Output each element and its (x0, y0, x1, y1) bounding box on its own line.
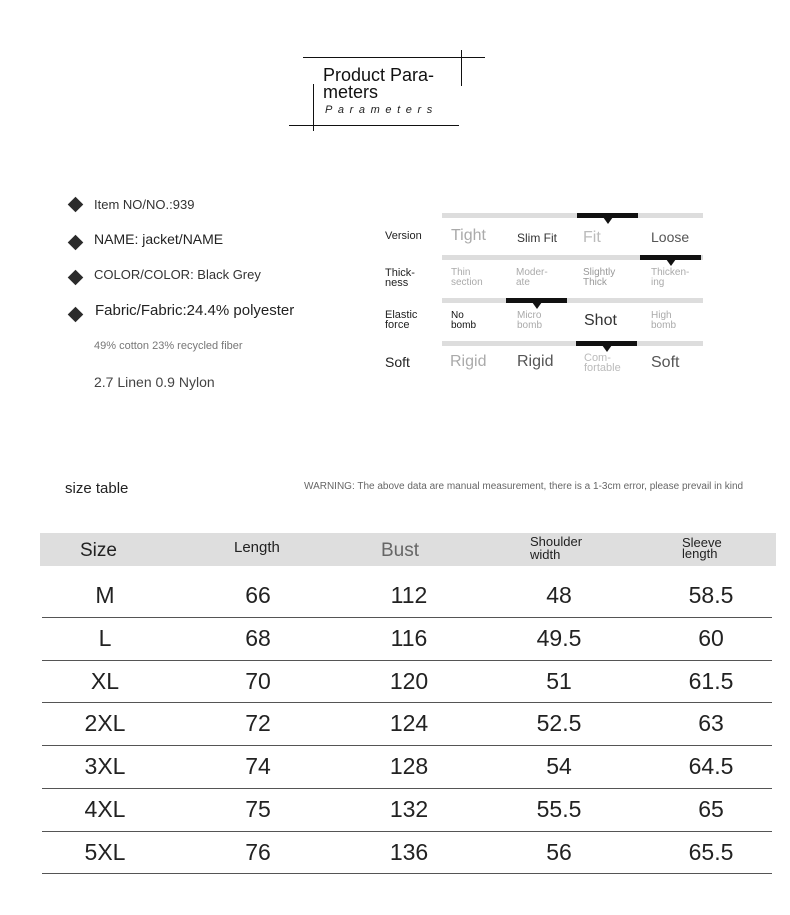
cell-length: 68 (245, 624, 271, 651)
scale-bar-elastic (442, 298, 703, 303)
size-table-heading: size table (65, 480, 129, 497)
cell-bust: 124 (389, 710, 429, 737)
column-header-sleeve-length: Sleeve length (682, 535, 722, 561)
measurement-warning: WARNING: The above data are manual measurement, there is a 1-3cm error, please prevail in kind (304, 481, 744, 492)
cell-shoulder-width: 48 (546, 582, 572, 608)
attr-label-soft: Soft (385, 354, 410, 370)
row-divider (42, 873, 772, 874)
option-slightly-thick: Slightly Thick (583, 267, 616, 288)
option-comfortable: Com- fortable (584, 352, 621, 374)
cell-sleeve-length: 65.5 (688, 838, 734, 865)
item-fabric-detail: 49% cotton 23% recycled fiber (94, 340, 243, 352)
frame-line-top (303, 57, 485, 58)
cell-length: 75 (245, 796, 271, 822)
marker-triangle-icon (602, 345, 612, 352)
frame-line-bottom (289, 125, 459, 126)
option-fit: Fit (583, 229, 601, 246)
cell-bust: 120 (389, 667, 429, 694)
item-number: Item NO/NO.:939 (94, 197, 195, 212)
cell-length: 66 (245, 582, 271, 608)
cell-shoulder-width: 49.5 (536, 624, 582, 651)
item-name: NAME: jacket/NAME (94, 231, 224, 247)
option-soft: Soft (651, 354, 680, 371)
cell-shoulder-width: 55.5 (536, 796, 582, 822)
cell-bust: 132 (389, 796, 429, 822)
scale-bar-version (442, 213, 703, 218)
item-fabric-detail-2: 2.7 Linen 0.9 Nylon (94, 374, 215, 390)
marker-triangle-icon (603, 217, 613, 224)
cell-sleeve-length: 61.5 (688, 667, 734, 694)
column-header-length: Length (234, 539, 280, 556)
table-header (40, 533, 776, 566)
option-loose: Loose (651, 229, 690, 245)
option-slim-fit: Slim Fit (517, 231, 557, 245)
frame-line-left (313, 84, 314, 131)
cell-length: 76 (245, 838, 271, 865)
option-high-bomb: High bomb (651, 310, 677, 331)
option-rigid-2: Rigid (517, 353, 554, 370)
option-rigid-1: Rigid (450, 353, 487, 370)
cell-size: 3XL (84, 753, 126, 780)
column-header-size: Size (80, 540, 117, 561)
option-no-bomb: No bomb (451, 310, 477, 331)
attr-label-elastic: Elastic force (385, 309, 418, 331)
cell-sleeve-length: 63 (698, 710, 724, 737)
cell-shoulder-width: 56 (546, 838, 572, 865)
cell-sleeve-length: 65 (698, 796, 724, 822)
marker-triangle-icon (532, 302, 542, 309)
cell-bust: 116 (390, 624, 428, 651)
cell-sleeve-length: 60 (698, 624, 724, 651)
cell-size: L (98, 624, 112, 651)
option-tight: Tight (451, 227, 486, 244)
cell-shoulder-width: 52.5 (536, 710, 582, 737)
cell-sleeve-length: 58.5 (688, 582, 734, 608)
scale-bar-softness (442, 341, 703, 346)
cell-sleeve-length: 64.5 (688, 753, 734, 780)
row-divider (42, 617, 772, 618)
cell-shoulder-width: 54 (546, 753, 572, 780)
item-fabric: Fabric/Fabric:24.4% polyester (95, 302, 295, 319)
attr-label-thickness: Thick- ness (385, 267, 415, 289)
bullet-diamond-icon (68, 270, 84, 286)
column-header-bust: Bust (381, 540, 420, 561)
bullet-diamond-icon (68, 197, 84, 213)
column-header-shoulder-width: Shoulder width (530, 534, 583, 562)
option-moderate: Moder- ate (516, 267, 548, 288)
option-thin-section: Thin section (451, 267, 483, 288)
cell-length: 70 (245, 667, 271, 694)
cell-size: M (95, 582, 115, 608)
option-shot: Shot (584, 312, 617, 329)
cell-size: XL (90, 667, 120, 694)
cell-bust: 112 (390, 582, 428, 608)
row-divider (42, 788, 772, 789)
cell-shoulder-width: 51 (546, 667, 572, 694)
cell-bust: 128 (389, 753, 429, 780)
item-color: COLOR/COLOR: Black Grey (94, 267, 261, 282)
row-divider (42, 745, 772, 746)
cell-size: 5XL (84, 838, 126, 865)
cell-size: 2XL (84, 710, 126, 737)
page-subtitle: Parameters (325, 104, 438, 116)
option-thickening: Thicken- ing (651, 267, 690, 288)
cell-length: 74 (245, 753, 271, 780)
marker-triangle-icon (666, 259, 676, 266)
page-title: Product Para- meters (323, 65, 435, 102)
cell-length: 72 (245, 710, 271, 737)
cell-size: 4XL (84, 796, 126, 822)
attr-label-version: Version (385, 230, 422, 242)
row-divider (42, 660, 772, 661)
option-micro-bomb: Micro bomb (517, 310, 543, 331)
row-divider (42, 831, 772, 832)
bullet-diamond-icon (68, 307, 84, 323)
bullet-diamond-icon (68, 235, 84, 251)
row-divider (42, 702, 772, 703)
cell-bust: 136 (389, 838, 429, 865)
